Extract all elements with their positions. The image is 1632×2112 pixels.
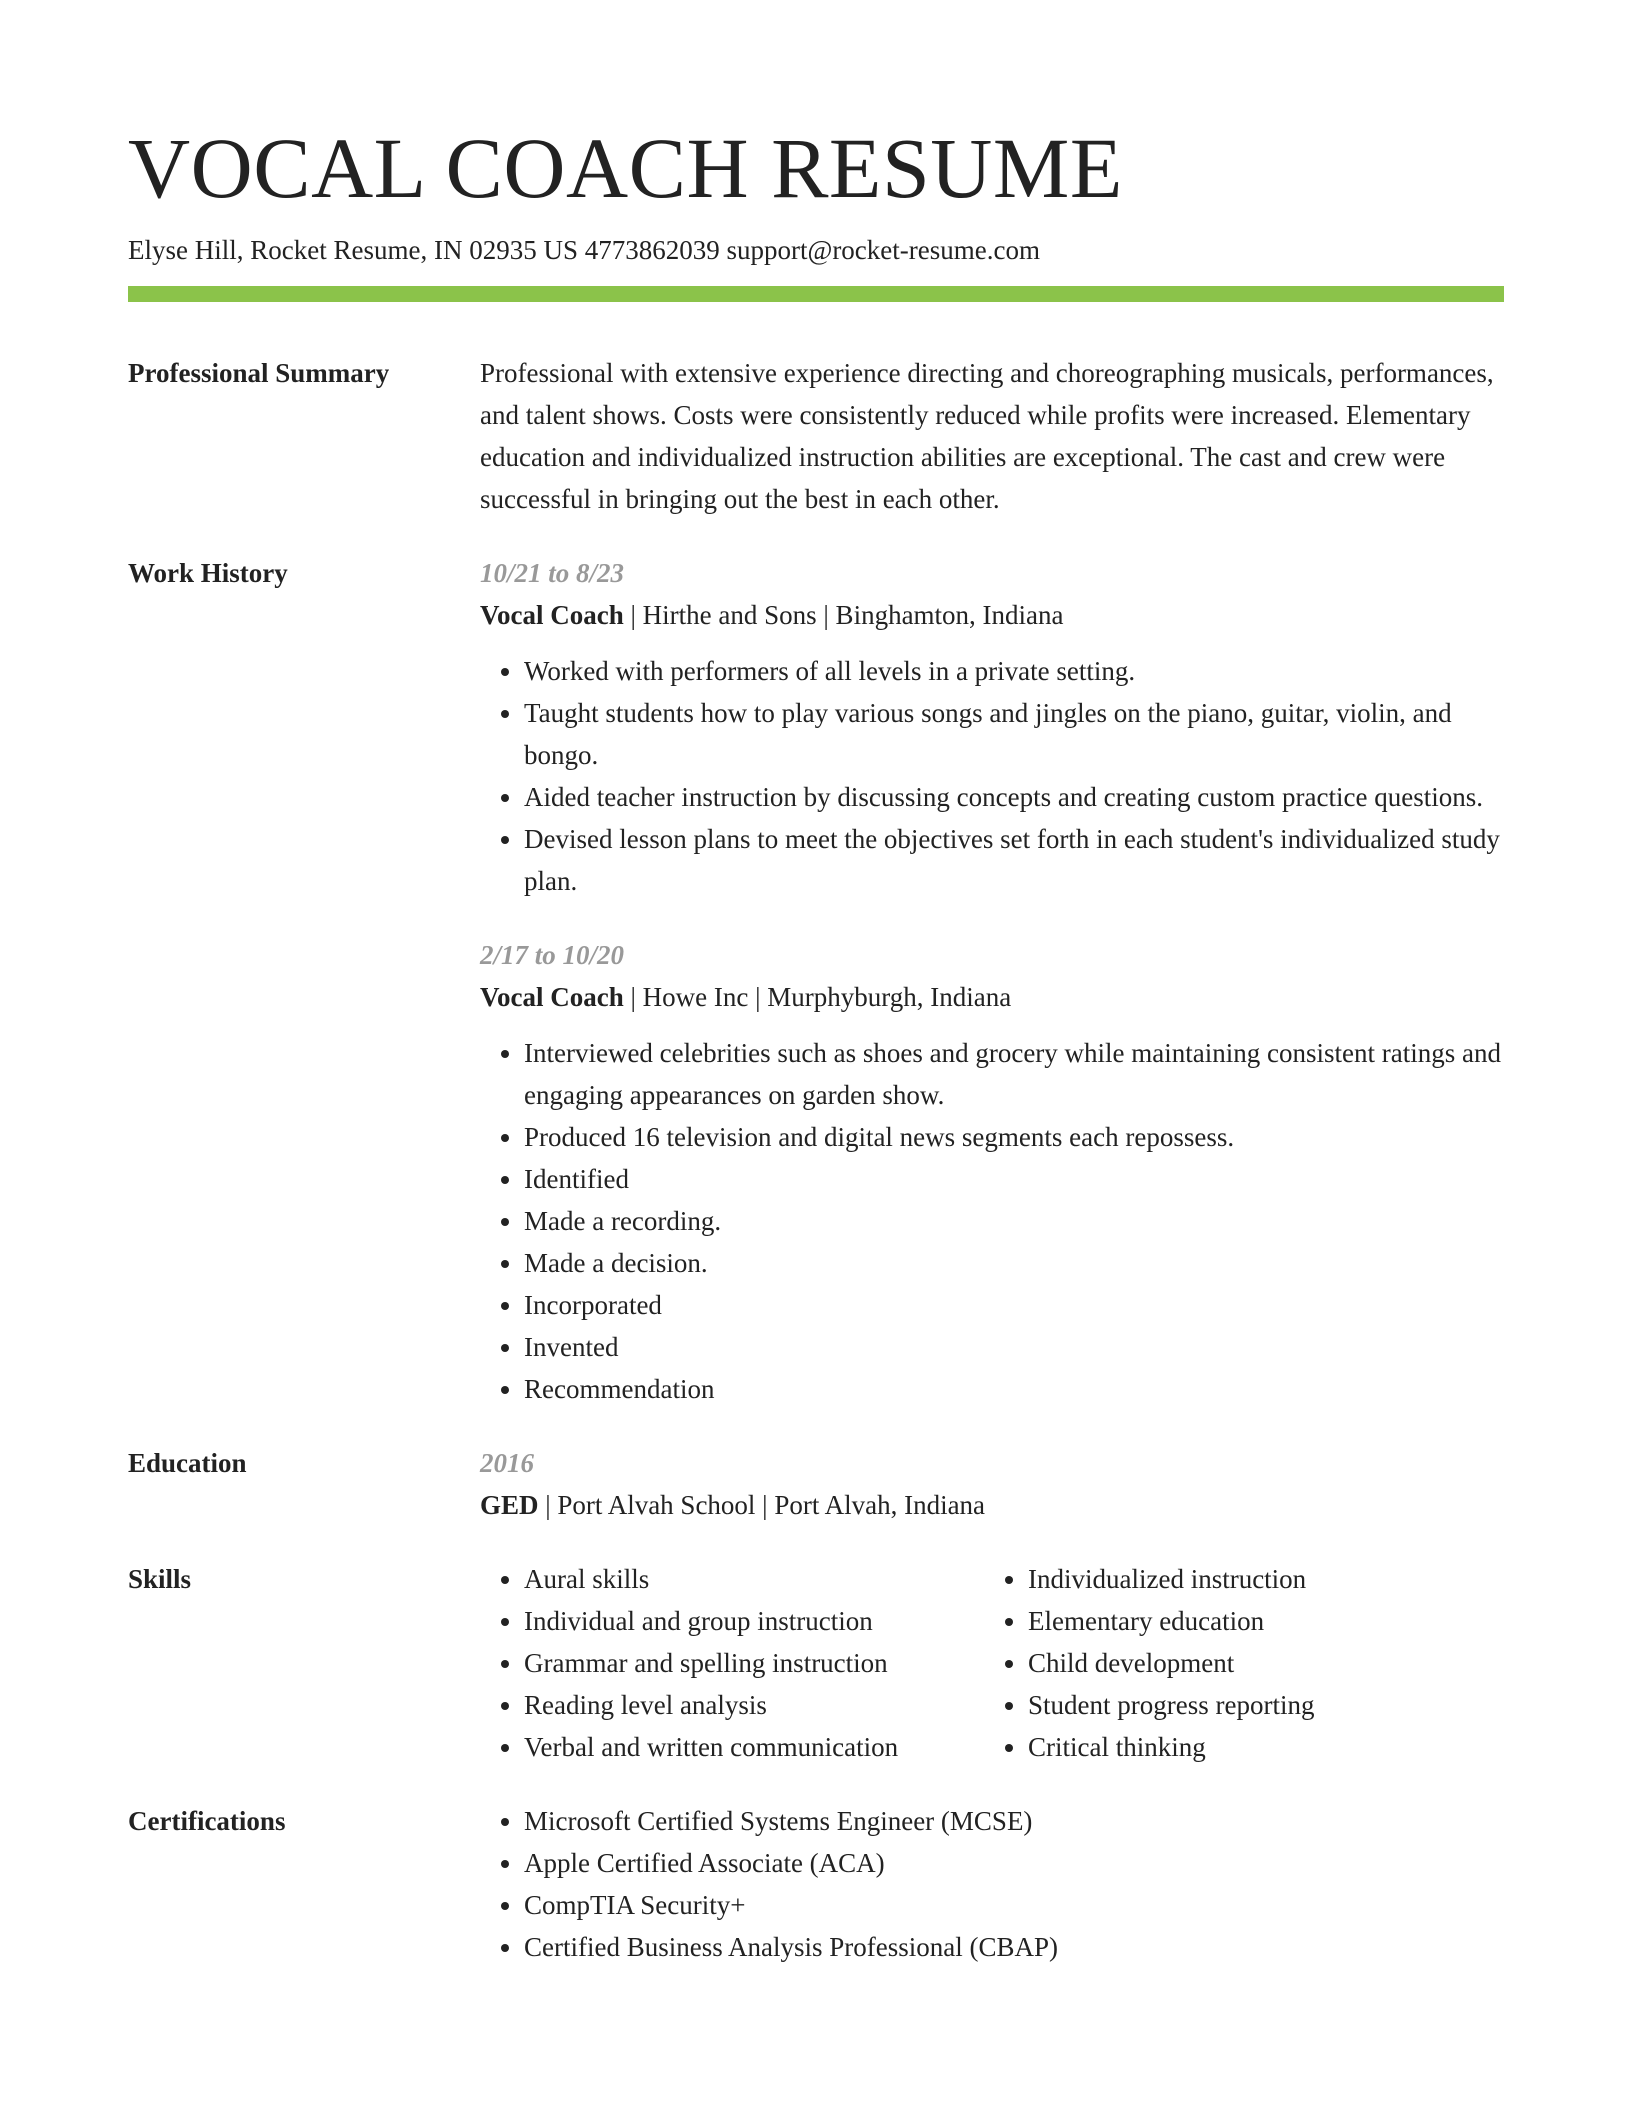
job-dates: 10/21 to 8/23 bbox=[480, 558, 625, 588]
job-bullet: • Incorporated bbox=[524, 1284, 1504, 1326]
summary-section bbox=[128, 352, 1504, 520]
job-bullets bbox=[480, 650, 1504, 902]
skill-item: • Critical thinking bbox=[1028, 1726, 1314, 1768]
skill-item: • Individual and group instruction bbox=[524, 1600, 984, 1642]
skills-section bbox=[128, 1558, 1504, 1768]
job-bullet: • Aided teacher instruction by discussing concepts and creating custom practice questions. bbox=[524, 776, 1504, 818]
contact-line: Elyse Hill, Rocket Resume, IN 02935 US 4773862039 support@rocket-resume.com bbox=[128, 235, 1040, 265]
skill-item: • Student progress reporting bbox=[1028, 1684, 1314, 1726]
job-title: Vocal Coach bbox=[480, 982, 624, 1012]
job-bullets bbox=[480, 1032, 1504, 1410]
certification-item: • CompTIA Security+ bbox=[524, 1884, 1504, 1926]
job-entry bbox=[480, 934, 1504, 1410]
certifications-list bbox=[480, 1800, 1504, 1968]
certification-item: • Certified Business Analysis Professional (CBAP) bbox=[524, 1926, 1504, 1968]
skill-item: • Grammar and spelling instruction bbox=[524, 1642, 984, 1684]
job-bullet: • Interviewed celebrities such as shoes and grocery while maintaining consistent ratings and engaging appearances on garden show. bbox=[524, 1032, 1504, 1116]
skill-item: • Reading level analysis bbox=[524, 1684, 984, 1726]
header-divider bbox=[128, 286, 1504, 302]
section-label-skills: Skills bbox=[128, 1564, 192, 1594]
job-bullet: • Recommendation bbox=[524, 1368, 1504, 1410]
certification-item: • Apple Certified Associate (ACA) bbox=[524, 1842, 1504, 1884]
certifications-section bbox=[128, 1800, 1504, 1968]
section-label-education: Education bbox=[128, 1448, 247, 1478]
skill-item: • Child development bbox=[1028, 1642, 1314, 1684]
section-label-summary: Professional Summary bbox=[128, 358, 390, 388]
job-bullet: • Taught students how to play various songs and jingles on the piano, guitar, violin, and bongo. bbox=[524, 692, 1504, 776]
work-history-section bbox=[128, 552, 1504, 1410]
skill-item: • Individualized instruction bbox=[1028, 1558, 1314, 1600]
certification-item: • Microsoft Certified Systems Engineer (MCSE) bbox=[524, 1800, 1504, 1842]
job-bullet: • Produced 16 television and digital news segments each repossess. bbox=[524, 1116, 1504, 1158]
education-details: | Port Alvah School | Port Alvah, Indiana bbox=[538, 1490, 986, 1520]
section-label-certifications: Certifications bbox=[128, 1806, 286, 1836]
job-details: | Howe Inc | Murphyburgh, Indiana bbox=[623, 982, 1012, 1012]
job-bullet: • Invented bbox=[524, 1326, 1504, 1368]
skills-list bbox=[480, 1558, 984, 1768]
education-date: 2016 bbox=[480, 1448, 534, 1478]
resume-title: VOCAL COACH RESUME bbox=[128, 120, 1123, 216]
skill-item: • Aural skills bbox=[524, 1558, 984, 1600]
job-bullet: • Made a recording. bbox=[524, 1200, 1504, 1242]
job-heading bbox=[480, 976, 1504, 1018]
education-degree: GED bbox=[480, 1490, 539, 1520]
skills-list bbox=[984, 1558, 1314, 1768]
job-entry bbox=[480, 552, 1504, 902]
job-details: | Hirthe and Sons | Binghamton, Indiana bbox=[623, 600, 1064, 630]
job-bullet: • Worked with performers of all levels in a private setting. bbox=[524, 650, 1504, 692]
skill-item: • Elementary education bbox=[1028, 1600, 1314, 1642]
education-heading bbox=[480, 1484, 1504, 1526]
section-label-work: Work History bbox=[128, 558, 288, 588]
job-dates: 2/17 to 10/20 bbox=[480, 940, 625, 970]
resume-page bbox=[128, 118, 1504, 1968]
job-heading bbox=[480, 594, 1504, 636]
job-bullet: • Devised lesson plans to meet the objectives set forth in each student's individualized study plan. bbox=[524, 818, 1504, 902]
job-bullet: • Identified bbox=[524, 1158, 1504, 1200]
job-title: Vocal Coach bbox=[480, 600, 624, 630]
skill-item: • Verbal and written communication bbox=[524, 1726, 984, 1768]
education-section bbox=[128, 1442, 1504, 1526]
job-bullet: • Made a decision. bbox=[524, 1242, 1504, 1284]
summary-text: Professional with extensive experience directing and choreographing musicals, performances, and talent shows. Costs were consistently reduced while profits were increased. Elementary education and individualized instruction abilities are exceptional. The cast and crew were successful in bringing out the best in each other. bbox=[480, 358, 1494, 514]
